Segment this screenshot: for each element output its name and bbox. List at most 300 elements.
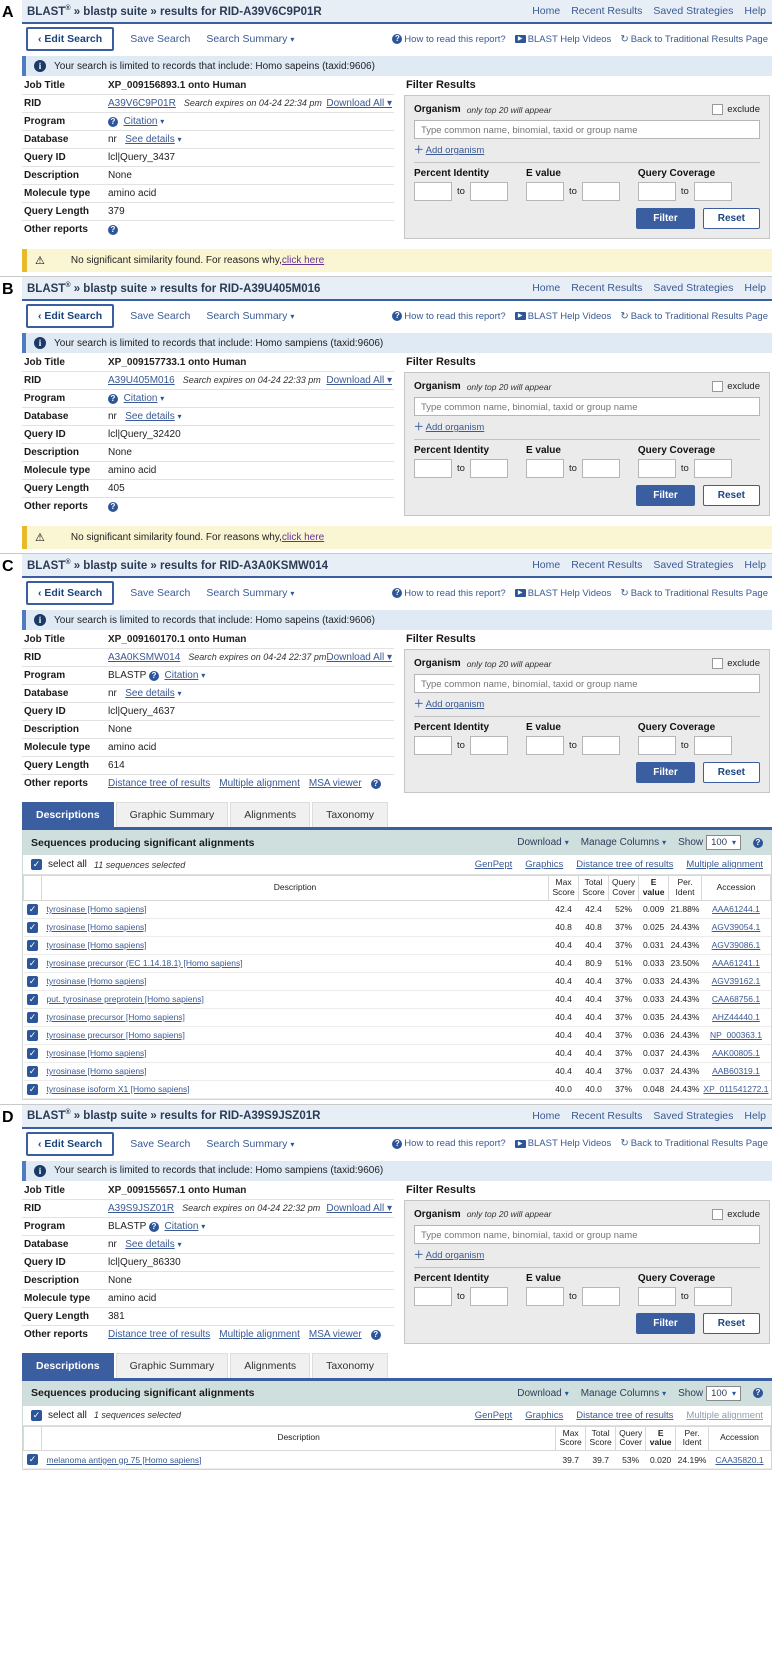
row-checkbox[interactable]: ✓	[28, 957, 37, 968]
save-search-link[interactable]: Save Search	[130, 1137, 191, 1150]
reset-button[interactable]: Reset	[703, 208, 760, 229]
add-organism-link[interactable]: Add organism	[425, 699, 485, 710]
back-to-traditional-link[interactable]	[620, 1138, 768, 1149]
chevron-down-icon: ▾	[160, 394, 165, 403]
meta-row-query-length	[22, 1307, 394, 1325]
query-coverage-min-input[interactable]	[638, 182, 676, 201]
label-query-id: Query ID	[22, 426, 106, 444]
add-organism-control[interactable]	[414, 419, 760, 433]
select-all-label: select all	[48, 1409, 87, 1421]
cell-max-score: 40.4	[549, 936, 579, 954]
search-summary-dropdown[interactable]	[206, 33, 294, 45]
descriptions-table	[23, 1426, 771, 1470]
show-count-select[interactable]	[706, 1386, 741, 1401]
genpept-link[interactable]: GenPept	[474, 859, 513, 870]
filter-button[interactable]: Filter	[636, 1313, 694, 1334]
how-to-read-report-link[interactable]	[392, 588, 505, 599]
cell-accession	[709, 1451, 771, 1469]
tab-alignments[interactable]: Alignments	[230, 1353, 310, 1378]
multiple-alignment-link[interactable]: Multiple alignment	[686, 859, 763, 870]
tab-graphic-summary[interactable]: Graphic Summary	[116, 802, 229, 827]
label-description: Description	[22, 1271, 106, 1289]
value-database-cell	[106, 1235, 394, 1253]
cell-per-ident: 24.43%	[669, 918, 702, 936]
search-summary-dropdown[interactable]	[206, 587, 294, 599]
e-value-min-input[interactable]	[526, 459, 564, 478]
row-checkbox[interactable]: ✓	[28, 903, 37, 914]
panel-letter: C	[2, 558, 14, 575]
cell-per-ident: 23.50%	[669, 954, 702, 972]
citation-link[interactable]: Citation	[164, 1220, 199, 1232]
value-other-reports	[106, 221, 394, 239]
cell-per-ident: 24.43%	[669, 972, 702, 990]
blast-help-videos-link[interactable]	[515, 34, 612, 45]
question-icon[interactable]: ?	[108, 117, 118, 127]
warning-text: No significant similarity found. For reasons why,	[70, 255, 282, 266]
select-all-checkbox[interactable]: ✓	[32, 859, 41, 869]
row-checkbox[interactable]: ✓	[28, 1011, 37, 1022]
description-link[interactable]: tyrosinase [Homo sapiens]	[46, 976, 147, 987]
accession-link[interactable]: CAA68756.1	[711, 994, 761, 1005]
expires-text: Search expires on 04-24 22:33 pm	[182, 375, 321, 385]
meta-row-query-id	[22, 1253, 394, 1271]
reset-button[interactable]: Reset	[703, 762, 760, 783]
save-search-link[interactable]: Save Search	[130, 33, 191, 45]
meta-row-other-reports	[22, 498, 394, 516]
row-checkbox[interactable]: ✓	[28, 975, 37, 986]
description-link[interactable]: tyrosinase precursor [Homo sapiens]	[46, 1012, 185, 1023]
how-to-read-report-link[interactable]	[392, 1138, 505, 1149]
meta-row-program	[22, 113, 394, 131]
blast-help-videos-link[interactable]	[515, 1138, 612, 1149]
help-videos-label: BLAST Help Videos	[527, 33, 612, 45]
how-to-read-report-link[interactable]	[392, 311, 505, 322]
percent-identity-max-input[interactable]	[470, 1287, 508, 1306]
see-details-link[interactable]: See details	[125, 688, 175, 699]
add-organism-control[interactable]	[414, 1247, 760, 1261]
e-value-max-input[interactable]	[582, 736, 620, 755]
breadcrumb	[27, 1109, 320, 1122]
rid-link[interactable]: A39S9JSZ01R	[108, 1202, 175, 1214]
citation-link[interactable]: Citation	[164, 670, 199, 681]
question-icon[interactable]: ?	[149, 671, 159, 681]
col-description[interactable]: Description	[42, 876, 549, 901]
organism-hint: only top 20 will appear	[466, 658, 552, 669]
cell-e-value: 0.033	[639, 972, 669, 990]
see-details-link[interactable]: See details	[125, 134, 175, 145]
e-value-min-input[interactable]	[526, 182, 564, 201]
query-coverage-max-input[interactable]	[694, 1287, 732, 1306]
organism-input[interactable]: Type common name, binomial, taxid or group name	[414, 674, 760, 693]
how-to-read-report-link[interactable]	[392, 34, 505, 45]
rid-link[interactable]: A3A0KSMW014	[108, 652, 181, 663]
meta-row-rid	[22, 1199, 394, 1217]
exclude-control[interactable]	[712, 104, 760, 115]
query-coverage-min-input[interactable]	[638, 736, 676, 755]
citation-link[interactable]: Citation	[123, 393, 158, 404]
question-icon[interactable]: ?	[371, 1330, 381, 1340]
see-details-link[interactable]: See details	[125, 411, 175, 422]
cell-query-cover: 53%	[616, 1451, 646, 1469]
percent-identity-max-input[interactable]	[470, 459, 508, 478]
nav-home[interactable]: Home	[532, 282, 561, 294]
filter-results-title: Filter Results	[406, 1183, 476, 1196]
manage-columns-label: Manage Columns	[580, 837, 660, 848]
value-query-id: lcl|Query_3437	[106, 149, 394, 167]
download-dropdown[interactable]	[517, 1388, 569, 1399]
row-checkbox[interactable]: ✓	[28, 1029, 37, 1040]
nav-recent-results[interactable]: Recent Results	[571, 282, 643, 294]
row-checkbox[interactable]: ✓	[28, 939, 37, 950]
to-label: to	[457, 1290, 465, 1302]
cell-accession	[701, 936, 770, 954]
e-value-max-input[interactable]	[582, 459, 620, 478]
nav-help[interactable]: Help	[744, 559, 766, 571]
col-per-ident[interactable]: Per. Ident	[676, 1426, 709, 1451]
cell-per-ident: 24.43%	[669, 1080, 702, 1098]
panel-letter: B	[2, 281, 14, 298]
accession-link[interactable]: AGV39162.1	[711, 976, 761, 987]
query-coverage-group	[638, 1273, 732, 1306]
cell-per-ident: 24.43%	[669, 1026, 702, 1044]
cell-total-score: 80.9	[579, 954, 609, 972]
nav-help[interactable]: Help	[744, 1109, 766, 1122]
search-metadata	[22, 77, 394, 239]
add-organism-link[interactable]: Add organism	[425, 145, 485, 156]
row-checkbox[interactable]: ✓	[28, 1083, 37, 1094]
label-molecule-type: Molecule type	[22, 739, 106, 757]
description-link[interactable]: tyrosinase [Homo sapiens]	[46, 922, 147, 933]
edit-search-button[interactable]: ‹ Edit Search	[26, 27, 114, 51]
cell-max-score: 40.4	[549, 1026, 579, 1044]
query-coverage-max-input[interactable]	[694, 182, 732, 201]
nav-help[interactable]: Help	[744, 282, 766, 294]
percent-identity-max-input[interactable]	[470, 182, 508, 201]
download-all-link[interactable]: Download All ▾	[326, 98, 392, 109]
citation-link[interactable]: Citation	[123, 116, 158, 127]
organism-label: Organism	[414, 104, 461, 115]
tab-graphic-summary[interactable]: Graphic Summary	[116, 1353, 229, 1378]
percent-identity-max-input[interactable]	[470, 736, 508, 755]
accession-link[interactable]: AAK00805.1	[712, 1048, 760, 1059]
search-summary-label: Search Summary	[206, 310, 288, 322]
description-link[interactable]: tyrosinase precursor [Homo sapiens]	[46, 1030, 185, 1041]
row-checkbox-cell	[24, 936, 42, 954]
description-link[interactable]: tyrosinase [Homo sapiens]	[46, 1048, 147, 1059]
nav-home[interactable]: Home	[532, 1109, 561, 1122]
percent-identity-min-input[interactable]	[414, 736, 452, 755]
row-checkbox[interactable]: ✓	[28, 1454, 37, 1465]
show-count-select[interactable]	[706, 835, 741, 850]
cell-per-ident: 24.43%	[669, 936, 702, 954]
cell-max-score: 40.4	[549, 972, 579, 990]
how-to-read-label: How to read this report?	[404, 310, 506, 322]
description-link[interactable]: melanoma antigen gp 75 [Homo sapiens]	[46, 1454, 202, 1465]
exclude-checkbox[interactable]	[712, 658, 723, 669]
results-header-bar	[23, 1381, 771, 1406]
percent-identity-label: Percent Identity	[414, 168, 490, 179]
percent-identity-min-input[interactable]	[414, 459, 452, 478]
cell-query-cover: 37%	[609, 918, 639, 936]
nav-recent-results[interactable]: Recent Results	[571, 1109, 643, 1122]
manage-columns-dropdown[interactable]	[581, 1388, 666, 1399]
nav-home[interactable]: Home	[532, 5, 561, 17]
accession-link[interactable]: AAB60319.1	[712, 1066, 760, 1077]
nav-help[interactable]: Help	[744, 5, 766, 17]
description-link[interactable]: tyrosinase [Homo sapiens]	[46, 1066, 147, 1077]
question-icon[interactable]: ?	[753, 1388, 763, 1398]
info-icon: i	[34, 60, 46, 72]
click-here-link[interactable]: click here	[281, 532, 325, 543]
nav-saved-strategies[interactable]: Saved Strategies	[653, 1109, 734, 1122]
row-checkbox-cell	[24, 918, 42, 936]
question-icon[interactable]: ?	[371, 779, 381, 789]
title-bar	[22, 1105, 772, 1129]
label-database: Database	[22, 1235, 106, 1253]
query-coverage-min-input[interactable]	[638, 1287, 676, 1306]
question-icon[interactable]: ?	[149, 1222, 159, 1232]
distance-tree-link[interactable]: Distance tree of results	[576, 1409, 674, 1421]
filter-button[interactable]: Filter	[636, 485, 694, 506]
meta-row-job-title	[22, 1182, 394, 1200]
col-query-cover[interactable]: Query Cover	[616, 1426, 646, 1451]
accession-link[interactable]: AAA61241.1	[712, 958, 760, 969]
organism-input[interactable]: Type common name, binomial, taxid or group name	[414, 120, 760, 139]
brand-name: BLAST	[27, 282, 66, 295]
exclude-checkbox[interactable]	[712, 1209, 723, 1220]
nav-saved-strategies[interactable]: Saved Strategies	[653, 5, 734, 17]
info-icon: i	[34, 1165, 46, 1177]
filter-button[interactable]: Filter	[636, 762, 694, 783]
col-e-value[interactable]: E value	[639, 876, 669, 901]
percent-identity-min-input[interactable]	[414, 1287, 452, 1306]
col-accession[interactable]: Accession	[709, 1426, 771, 1451]
reset-button[interactable]: Reset	[703, 485, 760, 506]
col-total-score[interactable]: Total Score	[579, 876, 609, 901]
cell-query-cover: 37%	[609, 1008, 639, 1026]
filter-button[interactable]: Filter	[636, 208, 694, 229]
back-to-traditional-link[interactable]	[620, 311, 768, 322]
exclude-checkbox[interactable]	[712, 104, 723, 115]
blast-help-videos-link[interactable]	[515, 588, 612, 599]
meta-row-query-id	[22, 703, 394, 721]
col-max-score[interactable]: Max Score	[556, 1426, 586, 1451]
query-coverage-max-input[interactable]	[694, 459, 732, 478]
multiple-alignment-link[interactable]: Multiple alignment	[686, 1409, 763, 1421]
download-dropdown[interactable]	[517, 837, 569, 848]
download-all-link[interactable]: Download All ▾	[326, 1202, 392, 1214]
accession-link[interactable]: NP_000363.1	[709, 1030, 762, 1041]
nav-home[interactable]: Home	[532, 559, 561, 571]
col-per-ident[interactable]: Per. Ident	[669, 876, 702, 901]
warning-text-wrap	[71, 532, 324, 543]
action-toolbar	[22, 578, 772, 608]
description-link[interactable]: put. tyrosinase preprotein [Homo sapiens]	[46, 994, 204, 1005]
breadcrumb	[27, 282, 320, 295]
label-job-title: Job Title	[22, 631, 106, 649]
graphics-link[interactable]: Graphics	[525, 859, 564, 870]
filter-results-title: Filter Results	[406, 79, 476, 91]
accession-link[interactable]: AGV39086.1	[711, 940, 761, 951]
blast-help-videos-link[interactable]	[515, 311, 612, 322]
accession-link[interactable]: AHZ44440.1	[712, 1012, 760, 1023]
tab-taxonomy[interactable]: Taxonomy	[312, 802, 388, 827]
col-query-cover[interactable]: Query Cover	[609, 876, 639, 901]
exclude-control[interactable]	[712, 1209, 760, 1220]
description-link[interactable]: tyrosinase [Homo sapiens]	[46, 904, 147, 915]
row-checkbox-cell	[24, 1451, 42, 1469]
search-limit-text: Your search is limited to records that include: Homo sapeins (taxid:9606)	[54, 614, 375, 626]
cell-total-score: 42.4	[579, 900, 609, 918]
col-total-score[interactable]: Total Score	[586, 1426, 616, 1451]
row-checkbox[interactable]: ✓	[28, 993, 37, 1004]
label-query-length: Query Length	[22, 757, 106, 775]
genpept-link[interactable]: GenPept	[474, 1409, 513, 1421]
cell-max-score: 40.4	[549, 1008, 579, 1026]
distance-tree-link[interactable]: Distance tree of results	[108, 778, 211, 789]
e-value-min-input[interactable]	[526, 1287, 564, 1306]
nav-recent-results[interactable]: Recent Results	[571, 559, 643, 571]
table-row	[24, 936, 771, 954]
row-checkbox-cell	[24, 1044, 42, 1062]
multiple-alignment-link[interactable]: Multiple alignment	[219, 1328, 300, 1340]
result-panel	[0, 1105, 772, 1475]
msa-viewer-link[interactable]: MSA viewer	[308, 778, 362, 789]
download-all-link[interactable]: Download All ▾	[326, 652, 392, 663]
results-heading: Sequences producing significant alignments	[31, 1387, 255, 1400]
nav-saved-strategies[interactable]: Saved Strategies	[653, 282, 734, 294]
save-search-link[interactable]: Save Search	[130, 587, 191, 599]
organism-input[interactable]: Type common name, binomial, taxid or group name	[414, 1225, 760, 1244]
question-icon[interactable]: ?	[753, 838, 763, 848]
add-organism-control[interactable]	[414, 696, 760, 710]
cell-description	[42, 1026, 549, 1044]
tab-alignments[interactable]: Alignments	[230, 802, 310, 827]
search-summary-dropdown[interactable]	[206, 310, 294, 322]
add-organism-link[interactable]: Add organism	[425, 422, 485, 433]
question-icon: ?	[392, 1139, 402, 1149]
edit-search-button[interactable]: ‹ Edit Search	[26, 304, 114, 328]
col-accession[interactable]: Accession	[701, 876, 770, 901]
graphics-link[interactable]: Graphics	[525, 1409, 564, 1421]
table-header-row	[24, 1426, 771, 1451]
search-summary-dropdown[interactable]	[206, 1138, 294, 1150]
nav-saved-strategies[interactable]: Saved Strategies	[653, 559, 734, 571]
edit-search-button[interactable]: ‹ Edit Search	[26, 1132, 114, 1156]
accession-link[interactable]: AGV39054.1	[711, 922, 761, 933]
question-icon[interactable]: ?	[108, 225, 118, 235]
cell-per-ident: 24.43%	[669, 1044, 702, 1062]
multiple-alignment-link[interactable]: Multiple alignment	[219, 778, 300, 789]
tab-descriptions[interactable]: Descriptions	[22, 802, 114, 827]
row-checkbox[interactable]: ✓	[28, 921, 37, 932]
see-details-link[interactable]: See details	[125, 1238, 175, 1250]
chevron-down-icon: ▾	[201, 1221, 206, 1231]
refresh-back-icon: ↻	[620, 310, 629, 322]
add-organism-control[interactable]	[414, 142, 760, 156]
e-value-min-input[interactable]	[526, 736, 564, 755]
top-nav	[532, 559, 766, 571]
back-to-traditional-link[interactable]	[620, 588, 768, 599]
value-description: None	[106, 721, 394, 739]
cell-e-value: 0.025	[639, 918, 669, 936]
table-row	[24, 1044, 771, 1062]
meta-row-rid	[22, 95, 394, 113]
label-molecule-type: Molecule type	[22, 462, 106, 480]
query-coverage-min-input[interactable]	[638, 459, 676, 478]
manage-columns-dropdown[interactable]	[581, 837, 666, 848]
col-description[interactable]: Description	[42, 1426, 556, 1451]
click-here-link[interactable]: click here	[281, 255, 325, 266]
accession-link[interactable]: XP_011541272.1	[703, 1084, 769, 1095]
table-body	[24, 1451, 771, 1469]
accession-link[interactable]: AAA61244.1	[712, 904, 760, 915]
query-coverage-max-input[interactable]	[694, 736, 732, 755]
cell-query-cover: 37%	[609, 1062, 639, 1080]
msa-viewer-link[interactable]: MSA viewer	[308, 1328, 362, 1340]
e-value-max-input[interactable]	[582, 1287, 620, 1306]
back-traditional-label: Back to Traditional Results Page	[630, 1138, 768, 1150]
cell-e-value: 0.033	[639, 990, 669, 1008]
download-all-link[interactable]: Download All ▾	[326, 375, 392, 386]
col-e-value[interactable]: E value	[646, 1426, 676, 1451]
select-all-checkbox[interactable]: ✓	[32, 1409, 41, 1420]
question-icon[interactable]: ?	[108, 394, 118, 404]
help-tools	[392, 311, 768, 322]
label-program: Program	[22, 113, 106, 131]
exclude-control[interactable]	[712, 381, 760, 392]
reset-button[interactable]: Reset	[703, 1313, 760, 1334]
tab-descriptions[interactable]: Descriptions	[22, 1353, 114, 1378]
description-link[interactable]: tyrosinase precursor (EC 1.14.18.1) [Homo sapiens]	[46, 958, 243, 969]
value-molecule-type: amino acid	[106, 462, 394, 480]
description-link[interactable]: tyrosinase [Homo sapiens]	[46, 940, 147, 951]
rid-link[interactable]: A39U405M016	[108, 375, 175, 386]
edit-search-button[interactable]: ‹ Edit Search	[26, 581, 114, 605]
registered-mark: ®	[65, 1109, 71, 1117]
nav-recent-results[interactable]: Recent Results	[571, 5, 643, 17]
row-checkbox[interactable]: ✓	[28, 1047, 37, 1058]
col-max-score[interactable]: Max Score	[549, 876, 579, 901]
row-checkbox[interactable]: ✓	[28, 1065, 37, 1076]
divider	[414, 439, 760, 440]
question-icon[interactable]: ?	[108, 502, 118, 512]
percent-identity-min-input[interactable]	[414, 182, 452, 201]
filter-results-panel	[404, 1182, 770, 1344]
e-value-max-input[interactable]	[582, 182, 620, 201]
exclude-checkbox[interactable]	[712, 381, 723, 392]
add-organism-link[interactable]: Add organism	[425, 1249, 485, 1261]
breadcrumb-rid: A39V6C9P01R	[243, 5, 322, 18]
plus-icon: ＋	[414, 699, 424, 710]
cell-accession	[701, 900, 770, 918]
distance-tree-link[interactable]: Distance tree of results	[108, 1328, 211, 1340]
show-label: Show	[678, 1387, 704, 1399]
organism-input[interactable]: Type common name, binomial, taxid or group name	[414, 397, 760, 416]
rid-link[interactable]: A39V6C9P01R	[108, 98, 176, 109]
breadcrumb	[27, 559, 328, 572]
cell-max-score: 40.4	[549, 1044, 579, 1062]
save-search-link[interactable]: Save Search	[130, 310, 191, 322]
description-link[interactable]: tyrosinase isoform X1 [Homo sapiens]	[46, 1084, 190, 1095]
distance-tree-link[interactable]: Distance tree of results	[576, 859, 674, 870]
tab-taxonomy[interactable]: Taxonomy	[312, 1353, 388, 1378]
back-to-traditional-link[interactable]	[620, 34, 768, 45]
accession-link[interactable]: CAA35820.1	[715, 1454, 764, 1465]
exclude-control[interactable]	[712, 658, 760, 669]
value-job-title: XP_009155657.1 onto Human	[106, 1182, 394, 1200]
cell-total-score: 40.4	[579, 990, 609, 1008]
